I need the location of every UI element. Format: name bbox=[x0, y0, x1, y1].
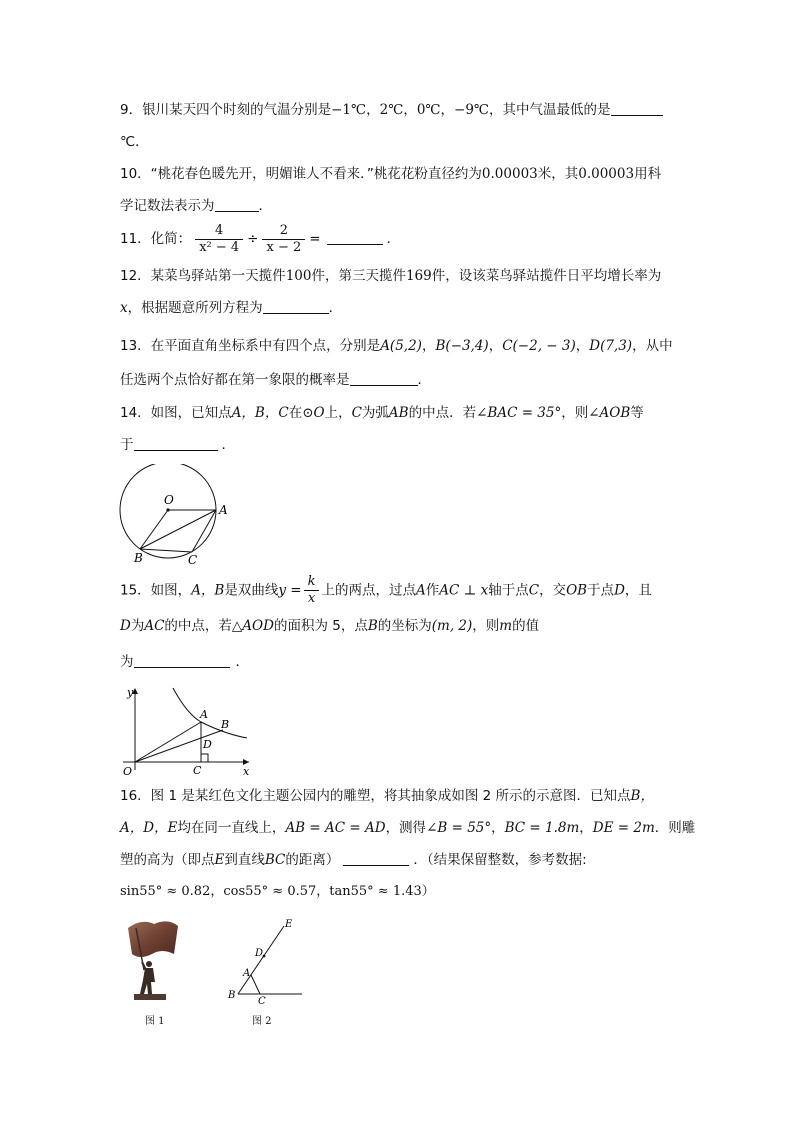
numerator: 2 bbox=[262, 223, 305, 240]
q15-line3 bbox=[120, 652, 249, 672]
q15-coordinate: (m, 2) bbox=[431, 618, 473, 634]
q11-fraction-1 bbox=[195, 223, 243, 256]
q10-line2 bbox=[120, 196, 272, 216]
q14-center-dot bbox=[166, 508, 169, 511]
punct: ． bbox=[221, 437, 235, 453]
q11-line bbox=[120, 222, 400, 256]
q16-caption-2: 图 2 bbox=[252, 1016, 272, 1027]
q14-label-b: B bbox=[134, 551, 143, 565]
q12-text: 12．某菜鸟驿站第一天揽件 bbox=[120, 268, 286, 284]
q14-circle: ⊙O bbox=[302, 405, 325, 421]
q14-answer-blank[interactable] bbox=[134, 436, 218, 451]
sep: ， bbox=[403, 102, 417, 118]
q16-segment-ac bbox=[251, 975, 260, 994]
q16-point-e: E bbox=[214, 852, 225, 868]
q15-text: 是双曲线 bbox=[224, 582, 279, 599]
q13-point-b: B(−3,4) bbox=[435, 338, 489, 354]
q14-text: 在 bbox=[288, 405, 303, 421]
q15-equation: y = bbox=[278, 582, 302, 599]
q16-text: 塑的高为（即点 bbox=[120, 852, 215, 868]
q13-line2 bbox=[120, 370, 431, 390]
q16-sculpture-image bbox=[122, 914, 182, 1004]
q9-text: 9．银川某天四个时刻的气温分别是 bbox=[120, 102, 332, 118]
q16-bc: BC = 1.8m bbox=[504, 820, 580, 836]
q14-arc: AB bbox=[388, 405, 409, 421]
q12-line2 bbox=[120, 298, 342, 318]
q15-point-d: D bbox=[614, 582, 625, 599]
q14-line1 bbox=[120, 403, 644, 423]
q9-line2: ℃． bbox=[120, 134, 149, 150]
punct: ． bbox=[386, 231, 401, 247]
q16-point-b: B， bbox=[630, 788, 654, 804]
q16-answer-blank[interactable] bbox=[343, 851, 409, 866]
q16-text: 16．图 1 是某红色文化主题公园内的雕塑，将其抽象成如图 2 所示的示意图．已知点 bbox=[120, 788, 631, 804]
q11-fraction-2 bbox=[262, 223, 305, 256]
q12-answer-blank[interactable] bbox=[263, 299, 329, 314]
q14-text: 14．如图，已知点 bbox=[120, 405, 232, 421]
sep: ， bbox=[488, 338, 503, 354]
q10-answer-blank[interactable] bbox=[215, 197, 259, 212]
q16-label-a: A bbox=[243, 968, 251, 979]
q13-point-d: D(7,3) bbox=[589, 338, 633, 354]
q15-line2 bbox=[120, 616, 539, 636]
q15-text: 的值 bbox=[512, 618, 540, 634]
q12-text-b: 件，第三天揽件 bbox=[311, 268, 406, 284]
q16-line-bc: BC bbox=[264, 852, 286, 868]
q14-label-a: A bbox=[219, 503, 228, 517]
q15-text: 的坐标为 bbox=[377, 618, 432, 634]
q15-fraction bbox=[304, 574, 320, 607]
q15-ac: AC bbox=[144, 618, 165, 634]
q9-temp1: −1℃ bbox=[331, 102, 367, 118]
q15-text: 上的两点，过点 bbox=[321, 582, 416, 599]
q16-text: ．则雕 bbox=[654, 820, 696, 836]
q10-text-2: 学记数法表示为 bbox=[120, 198, 215, 214]
q12-text-2: ，根据题意所列方程为 bbox=[127, 300, 263, 316]
q15-text: 15．如图， bbox=[120, 582, 192, 599]
q16-line1 bbox=[120, 786, 654, 806]
q15-triangle: △AOD bbox=[231, 618, 274, 634]
denominator: x² − 4 bbox=[199, 239, 240, 255]
q10-number: 0.00003 bbox=[481, 166, 538, 182]
q16-angle: ∠B = 55° bbox=[426, 820, 492, 836]
q10-line1 bbox=[120, 164, 661, 184]
q16-label-b: B bbox=[228, 990, 236, 1001]
q15-points: A，B bbox=[191, 582, 225, 599]
q14-angle-aob: ∠AOB bbox=[588, 405, 631, 421]
q16-label-e: E bbox=[285, 919, 293, 930]
q16-caption-1: 图 1 bbox=[145, 1016, 165, 1027]
q14-text: 等 bbox=[630, 405, 644, 421]
sep: ， bbox=[440, 102, 455, 118]
q9-text-b: ，其中气温最低的是 bbox=[489, 102, 611, 118]
q15-label-y: y bbox=[127, 686, 134, 699]
q16-schematic-figure bbox=[222, 914, 308, 1004]
q16-line-be bbox=[238, 926, 284, 994]
punct: ． bbox=[235, 654, 249, 670]
q15-point-c: C bbox=[528, 582, 540, 599]
q10-number: 0.00003 bbox=[578, 166, 635, 182]
denominator: x − 2 bbox=[266, 239, 302, 255]
q15-ob: OB bbox=[566, 582, 588, 599]
q10-text-c: 用科 bbox=[634, 166, 662, 182]
punct: ． bbox=[328, 300, 343, 316]
denominator: x bbox=[307, 591, 316, 606]
q14-angle: ∠BAC = 35° bbox=[476, 405, 562, 421]
q16-figure-body bbox=[140, 968, 155, 994]
q14-text-2: 于 bbox=[120, 437, 134, 453]
q9-line1 bbox=[120, 100, 663, 120]
q15-label-b: B bbox=[221, 718, 230, 731]
q15-label-a: A bbox=[200, 708, 208, 721]
q15-text: 轴于点 bbox=[488, 582, 529, 599]
q15-point-d: D bbox=[120, 618, 131, 634]
q14-line2 bbox=[120, 435, 235, 455]
q15-text: 的面积为 5，点 bbox=[273, 618, 368, 634]
q16-label-c: C bbox=[258, 996, 266, 1004]
q16-points: A，D，E bbox=[120, 820, 178, 836]
equals-sign: = bbox=[309, 231, 321, 247]
q15-text: 的中点，若 bbox=[164, 618, 232, 634]
q16-text: 到直线 bbox=[224, 852, 265, 868]
q13-text: 13．在平面直角坐标系中有四个点，分别是 bbox=[120, 338, 381, 354]
q15-text: ，交 bbox=[539, 582, 567, 599]
q16-flag-shape bbox=[128, 921, 178, 957]
q15-text-3: 为 bbox=[120, 654, 134, 670]
q16-de: DE = 2m bbox=[592, 820, 655, 836]
q15-right-angle bbox=[201, 754, 208, 762]
q16-figure-head bbox=[146, 961, 152, 967]
q12-variable: x bbox=[120, 300, 128, 316]
q10-text: 10．“桃花春色暖先开，明媚谁人不看来．”桃花花粉直径约为 bbox=[120, 166, 482, 182]
q14-label-c: C bbox=[188, 553, 198, 567]
q15-hyperbola-curve bbox=[173, 688, 247, 738]
q12-number: 169 bbox=[405, 268, 432, 284]
q14-segment-bc bbox=[140, 549, 192, 552]
q14-points: A，B，C bbox=[231, 405, 289, 421]
q14-text: 上， bbox=[324, 405, 352, 421]
q15-perp: AC ⊥ x bbox=[439, 582, 489, 599]
q13-text-2: 任选两个点恰好都在第一象限的概率是 bbox=[120, 372, 350, 388]
q12-line1 bbox=[120, 266, 661, 286]
sep: ， bbox=[579, 820, 593, 836]
q11-text: 11．化简： bbox=[120, 231, 192, 247]
q15-text: 为 bbox=[130, 618, 145, 634]
punct: ． bbox=[417, 372, 431, 388]
q13-text-b: ，从中 bbox=[632, 338, 673, 354]
q15-answer-blank[interactable] bbox=[134, 653, 230, 668]
q15-text: ，则 bbox=[472, 618, 500, 634]
q14-circle-figure bbox=[112, 464, 232, 568]
q14-text: 为弧 bbox=[361, 405, 389, 421]
q13-point-a: A(5,2) bbox=[380, 338, 422, 354]
q15-label-o: O bbox=[123, 765, 133, 776]
q13-line1 bbox=[120, 336, 673, 356]
sep: ， bbox=[366, 102, 380, 118]
punct: ． bbox=[258, 198, 272, 214]
q15-variable-m: m bbox=[499, 618, 513, 634]
q9-temp4: −9℃ bbox=[454, 102, 490, 118]
q15-label-d: D bbox=[203, 738, 212, 751]
q16-text: ，测得 bbox=[385, 820, 427, 836]
q16-line4: sin55° ≈ 0.82，cos55° ≈ 0.57，tan55° ≈ 1.43） bbox=[120, 884, 435, 899]
numerator: 4 bbox=[195, 223, 243, 240]
q14-label-o: O bbox=[164, 493, 174, 507]
q16-equation: AB = AC = AD bbox=[285, 820, 386, 836]
q15-label-x: x bbox=[243, 765, 250, 776]
q10-text-b: 米，其 bbox=[537, 166, 579, 182]
q12-text-c: 件，设该菜鸟驿站揽件日平均增长率为 bbox=[431, 268, 662, 284]
q9-answer-blank[interactable] bbox=[611, 101, 663, 116]
q11-answer-blank[interactable] bbox=[327, 230, 383, 245]
q14-text: 的中点．若 bbox=[408, 405, 477, 421]
q13-answer-blank[interactable] bbox=[350, 371, 418, 386]
q16-text: ．（结果保留整数，参考数据: bbox=[413, 852, 587, 868]
q16-sculpture-base bbox=[134, 994, 166, 1000]
q16-line2 bbox=[120, 818, 695, 838]
q16-line3 bbox=[120, 850, 587, 870]
q14-point-c: C bbox=[351, 405, 362, 421]
q12-number: 100 bbox=[285, 268, 312, 284]
q16-text: 的距离） bbox=[285, 852, 340, 868]
q14-text: ，则 bbox=[561, 405, 589, 421]
divide-sign: ÷ bbox=[247, 231, 259, 247]
sep: ， bbox=[421, 338, 436, 354]
q13-point-c: C(−2, − 3) bbox=[502, 338, 576, 354]
q15-text: ，且 bbox=[624, 582, 652, 599]
numerator: k bbox=[304, 574, 320, 591]
q15-label-c: C bbox=[193, 764, 202, 776]
q15-text: 于点 bbox=[587, 582, 615, 599]
q9-temp2: 2℃ bbox=[379, 102, 404, 118]
q16-label-d: D bbox=[255, 948, 264, 959]
q15-hyperbola-figure bbox=[115, 682, 255, 776]
sep: ， bbox=[575, 338, 590, 354]
sep: ， bbox=[491, 820, 505, 836]
q15-text: 作 bbox=[425, 582, 440, 599]
q15-line1 bbox=[120, 574, 652, 607]
q15-point-b: B bbox=[367, 618, 378, 634]
q9-temp3: 0℃ bbox=[416, 102, 441, 118]
q14-segment-ob bbox=[140, 510, 168, 549]
q16-text: 均在同一直线上， bbox=[177, 820, 286, 836]
q15-point-a: A bbox=[415, 582, 426, 599]
